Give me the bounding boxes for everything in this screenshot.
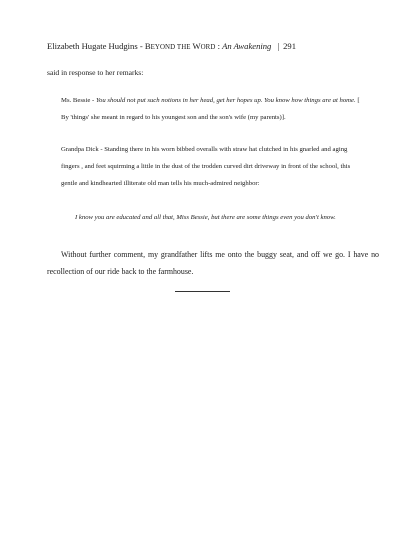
header-subtitle: An Awakening [222,41,272,51]
bessie-speaker: Ms. Bessie - [61,97,96,104]
header-author: Elizabeth Hugate Hudgins - [47,41,145,51]
intro-line: said in response to her remarks: [47,68,144,77]
header-separator: | [277,41,280,51]
closing-paragraph: Without further comment, my grandfather lifts me onto the buggy seat, and off we go. I have no recollection of our ride back to the farmhouse. [47,250,379,276]
header-colon: : [215,41,223,51]
running-header [47,41,296,51]
bessie-dialogue [61,92,361,126]
section-divider [175,291,230,292]
grandpa-dick-paragraph: Grandpa Dick - Standing there in his worn bibbed overalls with straw hat clutched in his gnarled and aging fingers , and feet squirming a little in the dust of the trodden curved dirt driveway in front of the school, this gentle and kindhearted illiterate old man tells his much-admired neighbor: [61,146,351,187]
grandpa-dick-quote: I know you are educated and all that, Miss Bessie, but there are some things even you don't know. [75,214,336,221]
bessie-note: [ By 'things' she meant in regard to his youngest son and the son's wife (my parents)]. [61,97,360,121]
header-title-w: W [192,41,201,51]
header-title-ord: ORD [200,44,216,51]
bessie-quote: You should not put such notions in her head, get her hopes up. You know how things are at home. [95,97,356,104]
page-number: 291 [283,41,296,51]
header-title-b: B [144,41,151,51]
header-title-eyond: EYOND THE [150,44,193,51]
